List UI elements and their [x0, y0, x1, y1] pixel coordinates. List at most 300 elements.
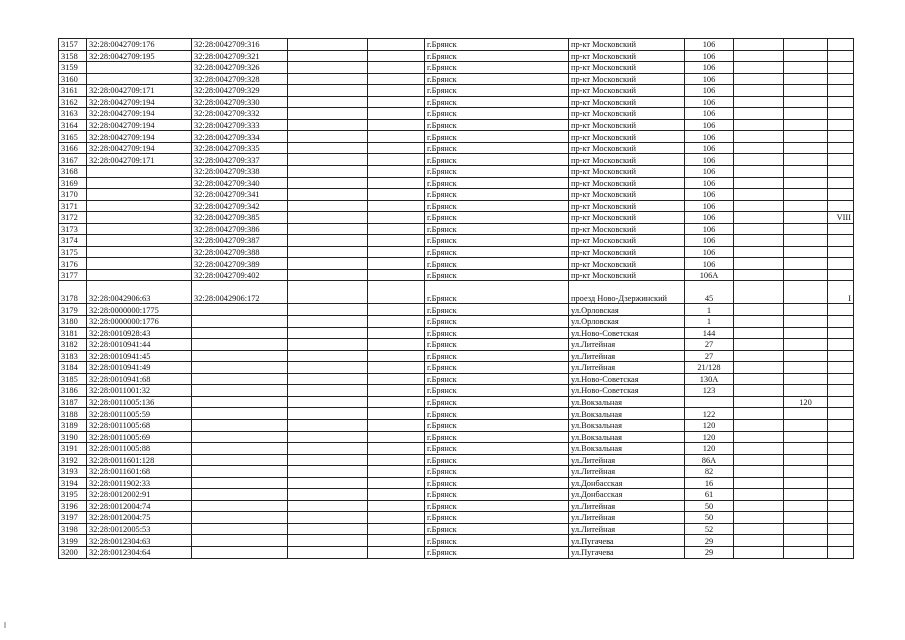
row-number: 3179 — [59, 304, 87, 316]
cadastral-number-2: 32:28:0042709:342 — [192, 200, 288, 212]
empty-cell — [288, 269, 368, 281]
table-body — [59, 39, 854, 559]
street-cell: пр-кт Московский — [569, 166, 685, 178]
apartment-cell — [784, 477, 828, 489]
empty-cell — [734, 385, 784, 397]
empty-cell — [368, 39, 425, 51]
table-row — [59, 189, 854, 201]
house-number-cell: 120 — [685, 431, 734, 443]
cadastral-number-2: 32:28:0042709:388 — [192, 246, 288, 258]
cadastral-number-1 — [87, 73, 192, 85]
apartment-cell — [784, 223, 828, 235]
empty-cell — [734, 477, 784, 489]
room-cell: VIII — [828, 212, 854, 224]
empty-cell — [288, 396, 368, 408]
cadastral-number-1: 32:28:0012004:75 — [87, 512, 192, 524]
empty-cell — [288, 373, 368, 385]
apartment-cell — [784, 443, 828, 455]
apartment-cell — [784, 339, 828, 351]
street-cell: пр-кт Московский — [569, 177, 685, 189]
empty-cell — [288, 85, 368, 97]
cadastral-number-2 — [192, 466, 288, 478]
empty-cell — [734, 62, 784, 74]
room-cell — [828, 546, 854, 558]
empty-cell — [368, 154, 425, 166]
empty-cell — [368, 119, 425, 131]
street-cell: пр-кт Московский — [569, 235, 685, 247]
cadastral-number-2 — [192, 419, 288, 431]
cadastral-number-2: 32:28:0042709:332 — [192, 108, 288, 120]
city-cell: г.Брянск — [425, 396, 569, 408]
cadastral-number-1: 32:28:0042709:194 — [87, 119, 192, 131]
row-number: 3173 — [59, 223, 87, 235]
empty-cell — [288, 339, 368, 351]
house-number-cell: 123 — [685, 385, 734, 397]
city-cell: г.Брянск — [425, 454, 569, 466]
cadastral-number-1: 32:28:0042709:171 — [87, 154, 192, 166]
cadastral-number-2 — [192, 304, 288, 316]
empty-cell — [288, 443, 368, 455]
city-cell: г.Брянск — [425, 73, 569, 85]
house-number-cell: 27 — [685, 339, 734, 351]
empty-cell — [368, 419, 425, 431]
apartment-cell — [784, 466, 828, 478]
street-cell: ул.Литейная — [569, 454, 685, 466]
room-cell — [828, 431, 854, 443]
street-cell: ул.Литейная — [569, 512, 685, 524]
empty-cell — [288, 466, 368, 478]
empty-cell — [734, 223, 784, 235]
cadastral-number-2: 32:28:0042709:402 — [192, 269, 288, 281]
row-number: 3178 — [59, 281, 87, 304]
cadastral-number-1: 32:28:0011005:136 — [87, 396, 192, 408]
apartment-cell — [784, 373, 828, 385]
house-number-cell: 52 — [685, 523, 734, 535]
apartment-cell — [784, 258, 828, 270]
house-number-cell: 106 — [685, 96, 734, 108]
room-cell — [828, 177, 854, 189]
table-row — [59, 512, 854, 524]
street-cell: ул.Литейная — [569, 466, 685, 478]
cadastral-number-1 — [87, 200, 192, 212]
room-cell — [828, 142, 854, 154]
street-cell: ул.Пугачева — [569, 546, 685, 558]
apartment-cell — [784, 212, 828, 224]
row-number: 3160 — [59, 73, 87, 85]
empty-cell — [288, 431, 368, 443]
street-cell: ул.Донбасская — [569, 489, 685, 501]
empty-cell — [734, 339, 784, 351]
room-cell — [828, 523, 854, 535]
house-number-cell: 106 — [685, 131, 734, 143]
room-cell — [828, 39, 854, 51]
empty-cell — [734, 489, 784, 501]
empty-cell — [288, 512, 368, 524]
city-cell: г.Брянск — [425, 327, 569, 339]
city-cell: г.Брянск — [425, 339, 569, 351]
street-cell: пр-кт Московский — [569, 85, 685, 97]
cadastral-number-1: 32:28:0010941:49 — [87, 362, 192, 374]
table-row — [59, 443, 854, 455]
apartment-cell — [784, 512, 828, 524]
house-number-cell: 106 — [685, 142, 734, 154]
table-row — [59, 212, 854, 224]
empty-cell — [368, 362, 425, 374]
room-cell — [828, 166, 854, 178]
table-row — [59, 73, 854, 85]
city-cell: г.Брянск — [425, 281, 569, 304]
empty-cell — [734, 535, 784, 547]
empty-cell — [368, 108, 425, 120]
table-row — [59, 373, 854, 385]
row-number: 3180 — [59, 316, 87, 328]
empty-cell — [288, 546, 368, 558]
row-number: 3197 — [59, 512, 87, 524]
house-number-cell: 45 — [685, 281, 734, 304]
street-cell: ул.Литейная — [569, 523, 685, 535]
empty-cell — [288, 119, 368, 131]
cadastral-number-1 — [87, 189, 192, 201]
empty-cell — [368, 142, 425, 154]
row-number: 3200 — [59, 546, 87, 558]
table-row — [59, 177, 854, 189]
apartment-cell — [784, 385, 828, 397]
table-row — [59, 454, 854, 466]
house-number-cell: 106А — [685, 269, 734, 281]
row-number: 3165 — [59, 131, 87, 143]
street-cell: ул.Литейная — [569, 500, 685, 512]
empty-cell — [368, 431, 425, 443]
house-number-cell: 29 — [685, 546, 734, 558]
apartment-cell — [784, 431, 828, 443]
house-number-cell: 120 — [685, 443, 734, 455]
row-number: 3188 — [59, 408, 87, 420]
table-row — [59, 350, 854, 362]
cadastral-number-1: 32:28:0042709:195 — [87, 50, 192, 62]
house-number-cell: 106 — [685, 108, 734, 120]
cadastral-number-1: 32:28:0042709:171 — [87, 85, 192, 97]
city-cell: г.Брянск — [425, 108, 569, 120]
street-cell: пр-кт Московский — [569, 154, 685, 166]
empty-cell — [368, 304, 425, 316]
row-number: 3191 — [59, 443, 87, 455]
row-number: 3177 — [59, 269, 87, 281]
city-cell: г.Брянск — [425, 304, 569, 316]
room-cell — [828, 246, 854, 258]
cadastral-number-2 — [192, 408, 288, 420]
empty-cell — [734, 246, 784, 258]
table-row — [59, 39, 854, 51]
room-cell — [828, 316, 854, 328]
apartment-cell — [784, 362, 828, 374]
row-number: 3175 — [59, 246, 87, 258]
cadastral-number-2 — [192, 535, 288, 547]
empty-cell — [734, 431, 784, 443]
empty-cell — [288, 477, 368, 489]
cadastral-number-2: 32:28:0042709:334 — [192, 131, 288, 143]
table-row — [59, 96, 854, 108]
empty-cell — [288, 535, 368, 547]
city-cell: г.Брянск — [425, 223, 569, 235]
cadastral-number-1: 32:28:0042709:194 — [87, 131, 192, 143]
house-number-cell: 106 — [685, 246, 734, 258]
city-cell: г.Брянск — [425, 362, 569, 374]
table-row — [59, 419, 854, 431]
row-number: 3182 — [59, 339, 87, 351]
house-number-cell: 130А — [685, 373, 734, 385]
empty-cell — [368, 131, 425, 143]
room-cell — [828, 466, 854, 478]
empty-cell — [368, 385, 425, 397]
cadastral-number-1: 32:28:0011005:68 — [87, 419, 192, 431]
empty-cell — [734, 131, 784, 143]
empty-cell — [734, 50, 784, 62]
empty-cell — [368, 350, 425, 362]
apartment-cell — [784, 246, 828, 258]
empty-cell — [368, 454, 425, 466]
street-cell: ул.Вокзальная — [569, 443, 685, 455]
cadastral-number-2 — [192, 500, 288, 512]
city-cell: г.Брянск — [425, 258, 569, 270]
empty-cell — [288, 327, 368, 339]
empty-cell — [368, 512, 425, 524]
house-number-cell: 122 — [685, 408, 734, 420]
apartment-cell — [784, 419, 828, 431]
street-cell: ул.Орловская — [569, 316, 685, 328]
empty-cell — [288, 523, 368, 535]
street-cell: ул.Ново-Советская — [569, 373, 685, 385]
empty-cell — [734, 350, 784, 362]
empty-cell — [288, 316, 368, 328]
empty-cell — [368, 73, 425, 85]
cadastral-number-1: 32:28:0042906:63 — [87, 281, 192, 304]
street-cell: пр-кт Московский — [569, 258, 685, 270]
room-cell — [828, 154, 854, 166]
empty-cell — [368, 200, 425, 212]
table-row — [59, 142, 854, 154]
cadastral-number-1 — [87, 212, 192, 224]
empty-cell — [734, 142, 784, 154]
table-row — [59, 131, 854, 143]
cadastral-number-1: 32:28:0042709:176 — [87, 39, 192, 51]
apartment-cell — [784, 189, 828, 201]
room-cell — [828, 535, 854, 547]
empty-cell — [368, 212, 425, 224]
room-cell — [828, 489, 854, 501]
empty-cell — [368, 523, 425, 535]
cadastral-number-2: 32:28:0042709:387 — [192, 235, 288, 247]
cadastral-number-1 — [87, 258, 192, 270]
street-cell: пр-кт Московский — [569, 223, 685, 235]
street-cell: пр-кт Московский — [569, 96, 685, 108]
empty-cell — [734, 454, 784, 466]
table-row — [59, 431, 854, 443]
row-number: 3171 — [59, 200, 87, 212]
table-row — [59, 477, 854, 489]
row-number: 3199 — [59, 535, 87, 547]
row-number: 3181 — [59, 327, 87, 339]
empty-cell — [734, 373, 784, 385]
cadastral-number-1 — [87, 166, 192, 178]
apartment-cell: 120 — [784, 396, 828, 408]
row-number: 3186 — [59, 385, 87, 397]
apartment-cell — [784, 50, 828, 62]
cadastral-number-2 — [192, 385, 288, 397]
empty-cell — [288, 212, 368, 224]
empty-cell — [368, 62, 425, 74]
street-cell: пр-кт Московский — [569, 246, 685, 258]
house-number-cell: 106 — [685, 73, 734, 85]
empty-cell — [368, 281, 425, 304]
empty-cell — [288, 96, 368, 108]
house-number-cell: 82 — [685, 466, 734, 478]
street-cell: ул.Ново-Советская — [569, 385, 685, 397]
city-cell: г.Брянск — [425, 154, 569, 166]
row-number: 3185 — [59, 373, 87, 385]
row-number: 3189 — [59, 419, 87, 431]
room-cell — [828, 385, 854, 397]
cadastral-number-2 — [192, 477, 288, 489]
house-number-cell: 144 — [685, 327, 734, 339]
street-cell: пр-кт Московский — [569, 142, 685, 154]
apartment-cell — [784, 408, 828, 420]
empty-cell — [734, 304, 784, 316]
empty-cell — [368, 316, 425, 328]
city-cell: г.Брянск — [425, 489, 569, 501]
empty-cell — [734, 108, 784, 120]
cadastral-number-1 — [87, 62, 192, 74]
cadastral-number-1: 32:28:0010928:43 — [87, 327, 192, 339]
room-cell — [828, 512, 854, 524]
cadastral-number-2: 32:28:0042709:329 — [192, 85, 288, 97]
empty-cell — [288, 131, 368, 143]
cadastral-number-1: 32:28:0011001:32 — [87, 385, 192, 397]
row-number: 3159 — [59, 62, 87, 74]
room-cell — [828, 500, 854, 512]
cadastral-number-2 — [192, 454, 288, 466]
empty-cell — [288, 362, 368, 374]
row-number: 3190 — [59, 431, 87, 443]
apartment-cell — [784, 523, 828, 535]
registry-table — [58, 38, 854, 559]
cadastral-number-2: 32:28:0042709:316 — [192, 39, 288, 51]
house-number-cell: 21/128 — [685, 362, 734, 374]
room-cell — [828, 73, 854, 85]
house-number-cell — [685, 396, 734, 408]
table-row — [59, 523, 854, 535]
city-cell: г.Брянск — [425, 512, 569, 524]
empty-cell — [288, 62, 368, 74]
empty-cell — [368, 327, 425, 339]
cadastral-number-2: 32:28:0042709:340 — [192, 177, 288, 189]
cadastral-number-1: 32:28:0042709:194 — [87, 96, 192, 108]
apartment-cell — [784, 235, 828, 247]
empty-cell — [288, 281, 368, 304]
room-cell — [828, 443, 854, 455]
cadastral-number-1 — [87, 269, 192, 281]
street-cell: проезд Ново-Дзержинский — [569, 281, 685, 304]
apartment-cell — [784, 108, 828, 120]
house-number-cell: 106 — [685, 154, 734, 166]
empty-cell — [734, 189, 784, 201]
table-row — [59, 339, 854, 351]
empty-cell — [288, 500, 368, 512]
empty-cell — [288, 166, 368, 178]
apartment-cell — [784, 154, 828, 166]
cadastral-number-2: 32:28:0042709:328 — [192, 73, 288, 85]
row-number: 3163 — [59, 108, 87, 120]
table-row — [59, 119, 854, 131]
row-number: 3169 — [59, 177, 87, 189]
empty-cell — [288, 200, 368, 212]
empty-cell — [734, 39, 784, 51]
empty-cell — [734, 73, 784, 85]
house-number-cell: 86А — [685, 454, 734, 466]
room-cell — [828, 258, 854, 270]
empty-cell — [734, 200, 784, 212]
table-row — [59, 362, 854, 374]
house-number-cell: 106 — [685, 258, 734, 270]
street-cell: пр-кт Московский — [569, 119, 685, 131]
empty-cell — [734, 419, 784, 431]
house-number-cell: 106 — [685, 223, 734, 235]
table-row — [59, 304, 854, 316]
apartment-cell — [784, 200, 828, 212]
empty-cell — [734, 546, 784, 558]
street-cell: пр-кт Московский — [569, 189, 685, 201]
room-cell — [828, 108, 854, 120]
cadastral-number-1: 32:28:0011601:68 — [87, 466, 192, 478]
empty-cell — [368, 396, 425, 408]
city-cell: г.Брянск — [425, 408, 569, 420]
apartment-cell — [784, 73, 828, 85]
city-cell: г.Брянск — [425, 50, 569, 62]
empty-cell — [368, 246, 425, 258]
cadastral-number-2 — [192, 431, 288, 443]
empty-cell — [368, 489, 425, 501]
empty-cell — [368, 50, 425, 62]
city-cell: г.Брянск — [425, 431, 569, 443]
room-cell — [828, 339, 854, 351]
empty-cell — [288, 454, 368, 466]
cadastral-number-2 — [192, 512, 288, 524]
cadastral-number-2: 32:28:0042709:337 — [192, 154, 288, 166]
house-number-cell: 106 — [685, 39, 734, 51]
street-cell: ул.Орловская — [569, 304, 685, 316]
city-cell: г.Брянск — [425, 142, 569, 154]
house-number-cell: 106 — [685, 200, 734, 212]
table-row — [59, 316, 854, 328]
cadastral-number-2 — [192, 327, 288, 339]
table-row — [59, 546, 854, 558]
street-cell: пр-кт Московский — [569, 108, 685, 120]
cadastral-number-1: 32:28:0011005:59 — [87, 408, 192, 420]
house-number-cell: 120 — [685, 419, 734, 431]
empty-cell — [288, 385, 368, 397]
street-cell: пр-кт Московский — [569, 39, 685, 51]
city-cell: г.Брянск — [425, 535, 569, 547]
empty-cell — [288, 419, 368, 431]
empty-cell — [288, 39, 368, 51]
cadastral-number-2 — [192, 316, 288, 328]
table-row — [59, 154, 854, 166]
street-cell: ул.Донбасская — [569, 477, 685, 489]
cadastral-number-1: 32:28:0010941:45 — [87, 350, 192, 362]
room-cell — [828, 96, 854, 108]
empty-cell — [734, 258, 784, 270]
house-number-cell: 106 — [685, 166, 734, 178]
apartment-cell — [784, 177, 828, 189]
